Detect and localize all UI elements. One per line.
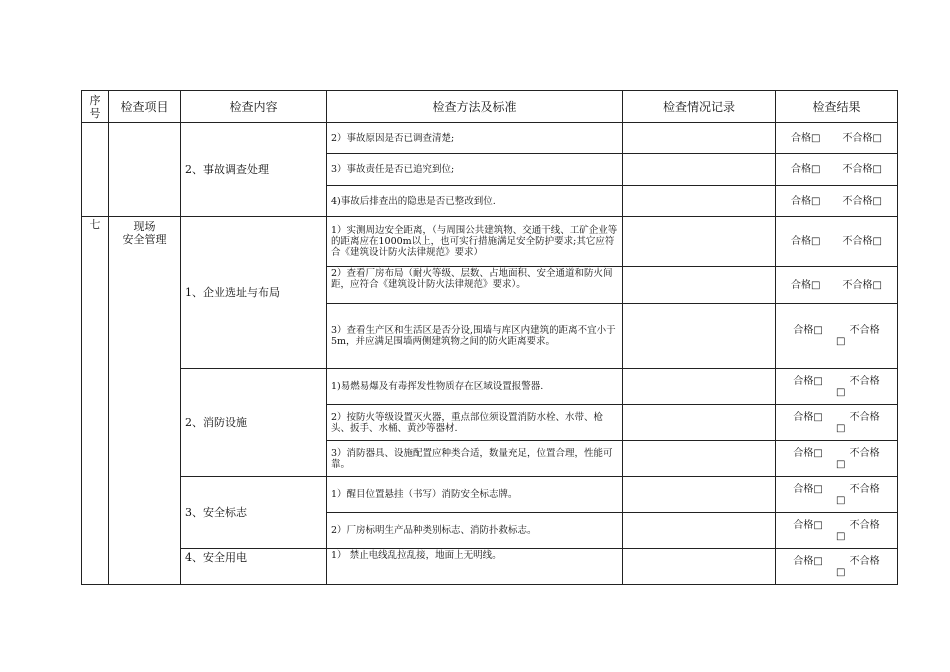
- record-cell[interactable]: [623, 513, 776, 549]
- result-cell[interactable]: [776, 513, 898, 549]
- result-cell[interactable]: [776, 369, 898, 405]
- record-cell[interactable]: [623, 123, 776, 154]
- fail-checkbox[interactable]: □: [836, 566, 846, 578]
- table-row: [82, 477, 898, 513]
- seq-cell: [82, 123, 109, 217]
- record-cell[interactable]: [623, 405, 776, 441]
- record-cell[interactable]: [623, 154, 776, 186]
- table-row: [82, 217, 898, 267]
- result-cell[interactable]: [776, 405, 898, 441]
- fail-checkbox[interactable]: □: [836, 494, 846, 506]
- table-header-row: [82, 91, 898, 123]
- record-cell[interactable]: [623, 477, 776, 513]
- header-method: 检查方法及标准: [327, 91, 623, 123]
- item-label-line2: 安全管理: [122, 233, 167, 246]
- item-cell: [109, 217, 181, 585]
- pass-option[interactable]: 合格□: [791, 164, 821, 175]
- fail-option[interactable]: 不合格□: [842, 236, 882, 247]
- table-row: [82, 549, 898, 585]
- fail-option[interactable]: 不合格: [849, 411, 880, 423]
- pass-option[interactable]: 合格□: [793, 519, 823, 531]
- record-cell[interactable]: [623, 217, 776, 267]
- method-cell: 3）消防器具、设施配置应种类合适，数量充足，位置合理，性能可靠。: [327, 441, 623, 477]
- table-row: [82, 369, 898, 405]
- pass-option[interactable]: 合格□: [793, 555, 823, 567]
- fail-option[interactable]: 不合格□: [842, 132, 882, 144]
- seq-cell: 七: [82, 217, 109, 585]
- fail-option[interactable]: 不合格□: [842, 164, 882, 175]
- fail-option[interactable]: 不合格: [849, 483, 880, 495]
- header-item: 检查项目: [109, 91, 181, 123]
- method-cell: 1）醒目位置悬挂（书写）消防安全标志牌。: [327, 477, 623, 513]
- fail-checkbox[interactable]: □: [836, 386, 846, 398]
- fail-option[interactable]: 不合格: [849, 555, 880, 567]
- result-cell[interactable]: [776, 154, 898, 186]
- header-record: 检查情况记录: [623, 91, 776, 123]
- method-cell: 2）厂房标明生产品种类别标志、消防扑救标志。: [327, 513, 623, 549]
- result-cell[interactable]: [776, 186, 898, 217]
- fail-checkbox[interactable]: □: [836, 458, 846, 470]
- method-cell: 2）查看厂房布局（耐火等级、层数、占地面积、安全通道和防火间距，应符合《建筑设计防火法律规范》要求）。: [327, 267, 623, 304]
- pass-option[interactable]: 合格□: [793, 325, 823, 336]
- fail-checkbox[interactable]: □: [836, 336, 846, 347]
- content-cell: 2、事故调查处理: [181, 123, 327, 217]
- fail-option[interactable]: 不合格: [849, 447, 880, 459]
- record-cell[interactable]: [623, 304, 776, 369]
- pass-option[interactable]: 合格□: [791, 279, 821, 291]
- record-cell[interactable]: [623, 267, 776, 304]
- method-cell: 4)事故后排查出的隐患是否已整改到位.: [327, 186, 623, 217]
- method-cell: 1）实测周边安全距离，（与周围公共建筑物、交通干线、工矿企业等的距离应在1000m以上，也可实行措施满足安全防护要求;其它应符合《建筑设计防火法律规范》要求）: [327, 217, 623, 267]
- item-label-line1: 现场: [133, 220, 156, 233]
- record-cell[interactable]: [623, 441, 776, 477]
- method-cell: 3）查看生产区和生活区是否分设,围墙与库区内建筑的距离不宜小于5m，并应满足围墙两侧建筑物之间的防火距离要求。: [327, 304, 623, 369]
- header-seq: 序号: [82, 91, 109, 123]
- table-row: [82, 123, 898, 154]
- item-cell: [109, 123, 181, 217]
- method-cell: 2）按防火等级设置灭火器，重点部位须设置消防水栓、水带、枪头、扳手、水桶、黄沙等器材.: [327, 405, 623, 441]
- result-cell[interactable]: [776, 304, 898, 369]
- header-result: 检查结果: [776, 91, 898, 123]
- fail-option[interactable]: 不合格□: [842, 279, 882, 291]
- content-cell: 2、消防设施: [181, 369, 327, 477]
- result-cell[interactable]: [776, 267, 898, 304]
- result-cell[interactable]: [776, 441, 898, 477]
- pass-option[interactable]: 合格□: [791, 195, 821, 207]
- header-content: 检查内容: [181, 91, 327, 123]
- pass-option[interactable]: 合格□: [793, 447, 823, 459]
- content-cell: 4、安全用电: [181, 549, 327, 585]
- fail-checkbox[interactable]: □: [836, 422, 846, 434]
- fail-checkbox[interactable]: □: [836, 530, 846, 542]
- method-cell: 1） 禁止电线乱拉乱接，地面上无明线。: [327, 549, 623, 585]
- pass-option[interactable]: 合格□: [791, 132, 821, 144]
- result-cell[interactable]: [776, 549, 898, 585]
- result-cell[interactable]: [776, 217, 898, 267]
- method-cell: 1)易燃易爆及有毒挥发性物质存在区域设置报警器.: [327, 369, 623, 405]
- inspection-table: [81, 90, 898, 585]
- result-cell[interactable]: [776, 477, 898, 513]
- fail-option[interactable]: 不合格: [849, 519, 880, 531]
- record-cell[interactable]: [623, 186, 776, 217]
- fail-option[interactable]: 不合格□: [842, 195, 882, 207]
- content-cell: 1、企业选址与布局: [181, 217, 327, 369]
- method-cell: 3）事故责任是否已追究到位;: [327, 154, 623, 186]
- pass-option[interactable]: 合格□: [791, 236, 821, 247]
- record-cell[interactable]: [623, 549, 776, 585]
- record-cell[interactable]: [623, 369, 776, 405]
- pass-option[interactable]: 合格□: [793, 483, 823, 495]
- pass-option[interactable]: 合格□: [793, 375, 823, 387]
- method-cell: 2）事故原因是否已调查清楚;: [327, 123, 623, 154]
- pass-option[interactable]: 合格□: [793, 411, 823, 423]
- fail-option[interactable]: 不合格: [849, 375, 880, 387]
- content-cell: 3、安全标志: [181, 477, 327, 549]
- result-cell[interactable]: [776, 123, 898, 154]
- fail-option[interactable]: 不合格: [849, 325, 880, 336]
